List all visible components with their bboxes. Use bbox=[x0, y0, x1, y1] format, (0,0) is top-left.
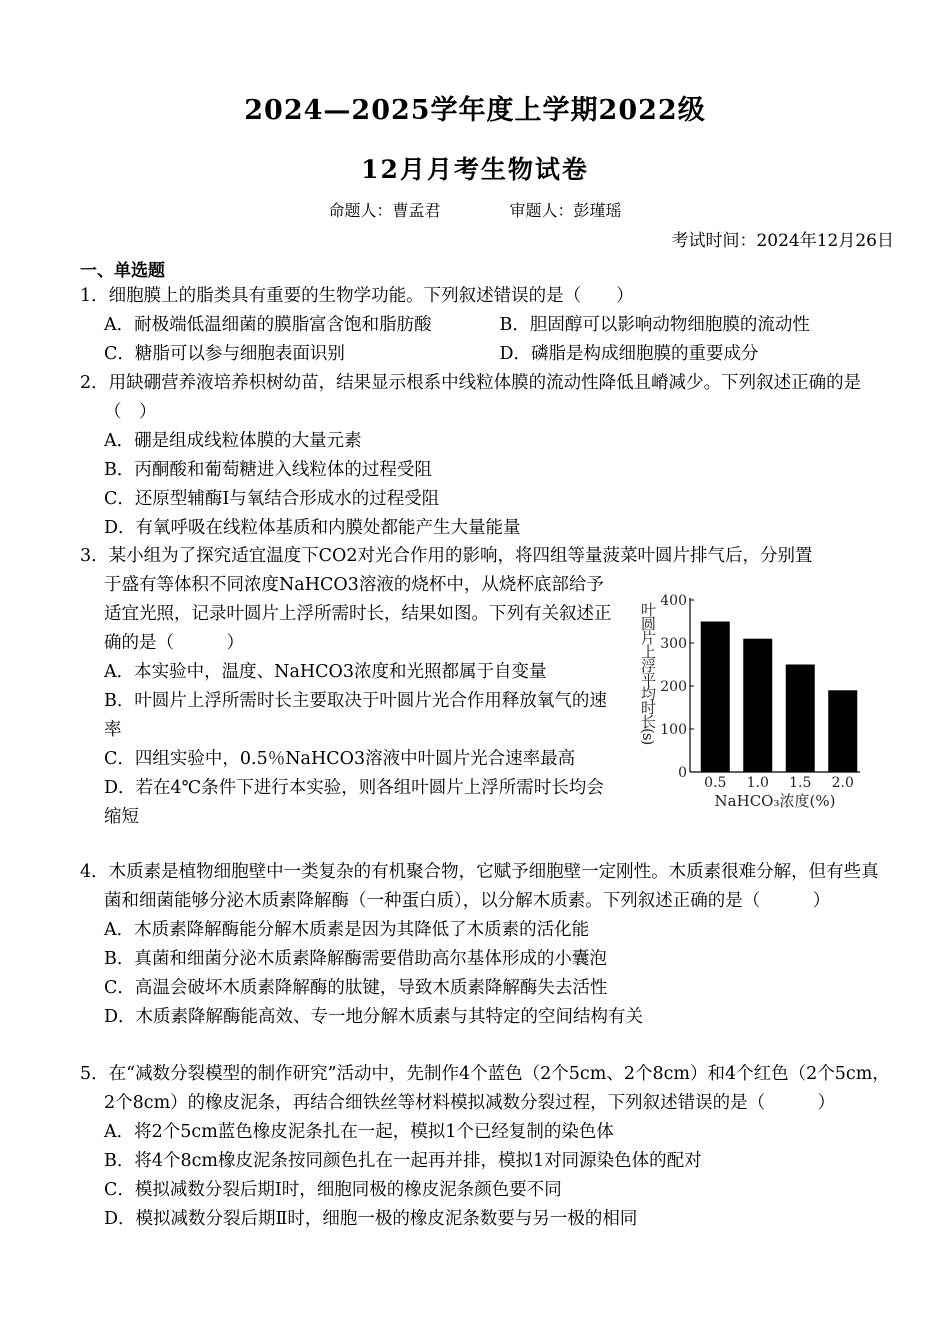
question-1 bbox=[80, 282, 895, 369]
question-4-stem: 4．木质素是植物细胞壁中一类复杂的有机聚合物，它赋予细胞壁一定刚性。木质素很难分解，但有些真菌和细菌能够分泌木质素降解酶（一种蛋白质），以分解木质素。下列叙述正确的是（ ） bbox=[80, 862, 879, 911]
question-2-option-d[interactable]: D．有氧呼吸在线粒体基质和内膜处都能产生大量能量 bbox=[104, 518, 521, 538]
x-tick-label: 1.0 bbox=[746, 775, 769, 791]
question-3-option-b[interactable]: B．叶圆片上浮所需时长主要取决于叶圆片光合作用释放氧气的速率 bbox=[104, 691, 607, 740]
x-tick-label: 1.5 bbox=[789, 775, 812, 791]
question-1-options-row-2 bbox=[80, 340, 895, 369]
question-1-option-a[interactable]: A．耐极端低温细菌的膜脂富含饱和脂肪酸 bbox=[104, 315, 432, 335]
y-axis-label: 叶圆片上浮平均时长(s) bbox=[639, 602, 657, 745]
question-2 bbox=[80, 369, 895, 543]
question-3-option-a[interactable]: A．本实验中，温度、NaHCO3浓度和光照都属于自变量 bbox=[104, 662, 547, 682]
x-axis-label: NaHCO₃浓度(%) bbox=[714, 792, 836, 810]
y-tick-label: 200 bbox=[660, 679, 687, 695]
authors-line bbox=[0, 198, 950, 221]
setter-name: 命题人：曹孟君 bbox=[328, 201, 441, 220]
question-1-option-b[interactable]: B．胆固醇可以影响动物细胞膜的流动性 bbox=[499, 315, 810, 335]
y-tick-label: 100 bbox=[660, 722, 687, 738]
question-3-stem-rest: 于盛有等体积不同浓度NaHCO3溶液的烧杯中，从烧杯底部给予适宜光照，记录叶圆片上浮所需时长，结果如图。下列有关叙述正确的是（ ） bbox=[104, 575, 612, 653]
question-2-stem: 2．用缺硼营养液培养枳树幼苗，结果显示根系中线粒体膜的流动性降低且嵴减少。下列叙述正确的是（ ） bbox=[80, 373, 862, 422]
x-tick-label: 2.0 bbox=[831, 775, 854, 791]
question-5-option-c[interactable]: C．模拟减数分裂后期Ⅰ时，细胞同极的橡皮泥条颜色要不同 bbox=[104, 1180, 562, 1200]
bar bbox=[828, 690, 857, 772]
question-5-option-b[interactable]: B．将4个8cm橡皮泥条按同颜色扎在一起再并排，模拟1对同源染色体的配对 bbox=[104, 1151, 702, 1171]
bar bbox=[743, 639, 772, 772]
y-tick-label: 400 bbox=[660, 593, 687, 609]
question-3-option-c[interactable]: C．四组实验中，0.5％NaHCO3溶液中叶圆片光合速率最高 bbox=[104, 749, 576, 769]
question-4 bbox=[80, 858, 895, 1032]
bar bbox=[786, 665, 815, 773]
question-4-option-c[interactable]: C．高温会破坏木质素降解酶的肽键，导致木质素降解酶失去活性 bbox=[104, 978, 608, 998]
bar bbox=[701, 622, 730, 773]
question-3-option-d[interactable]: D．若在4℃条件下进行本实验，则各组叶圆片上浮所需时长均会缩短 bbox=[104, 778, 604, 827]
question-5-stem: 5．在“减数分裂模型的制作研究”活动中，先制作4个蓝色（2个5cm、2个8cm）和4个红色（2个5cm，2个8cm）的橡皮泥条，再结合细铁丝等材料模拟减数分裂过程，下列叙述错误的是（ ） bbox=[80, 1064, 890, 1113]
y-tick-label: 300 bbox=[660, 636, 687, 652]
exam-title-line1: 2024—2025学年度上学期2022级 bbox=[244, 95, 706, 126]
question-1-options-row-1 bbox=[80, 311, 895, 340]
question-2-option-b[interactable]: B．丙酮酸和葡萄糖进入线粒体的过程受阻 bbox=[104, 460, 432, 480]
exam-title-line2: 12月月考生物试卷 bbox=[361, 155, 589, 184]
y-tick-label: 0 bbox=[678, 765, 687, 781]
x-tick-label: 0.5 bbox=[704, 775, 727, 791]
question-4-option-b[interactable]: B．真菌和细菌分泌木质素降解酶需要借助高尔基体形成的小囊泡 bbox=[104, 949, 607, 969]
question-4-option-d[interactable]: D．木质素降解酶能高效、专一地分解木质素与其特定的空间结构有关 bbox=[104, 1007, 644, 1027]
question-2-option-a[interactable]: A．硼是组成线粒体膜的大量元素 bbox=[104, 431, 362, 451]
question-1-stem: 1．细胞膜上的脂类具有重要的生物学功能。下列叙述错误的是（ ） bbox=[80, 286, 634, 306]
bar-chart bbox=[630, 578, 870, 818]
question-5-option-d[interactable]: D．模拟减数分裂后期Ⅱ时，细胞一极的橡皮泥条数要与另一极的相同 bbox=[104, 1209, 638, 1229]
question-1-option-d[interactable]: D．磷脂是构成细胞膜的重要成分 bbox=[499, 344, 759, 364]
question-1-option-c[interactable]: C．糖脂可以参与细胞表面识别 bbox=[104, 344, 345, 364]
question-3-stem-line1: 3．某小组为了探究适宜温度下CO2对光合作用的影响，将四组等量菠菜叶圆片排气后，分别置 bbox=[80, 546, 813, 566]
question-5 bbox=[80, 1060, 895, 1234]
question-5-option-a[interactable]: A．将2个5cm蓝色橡皮泥条扎在一起，模拟1个已经复制的染色体 bbox=[104, 1122, 614, 1142]
exam-time: 考试时间：2024年12月26日 bbox=[671, 231, 894, 251]
question-2-option-c[interactable]: C．还原型辅酶Ⅰ与氧结合形成水的过程受阻 bbox=[104, 489, 440, 509]
question-4-option-a[interactable]: A．木质素降解酶能分解木质素是因为其降低了木质素的活化能 bbox=[104, 920, 590, 940]
section-title: 一、单选题 bbox=[80, 261, 165, 281]
reviewer-name: 审题人：彭瑾瑶 bbox=[509, 201, 622, 220]
